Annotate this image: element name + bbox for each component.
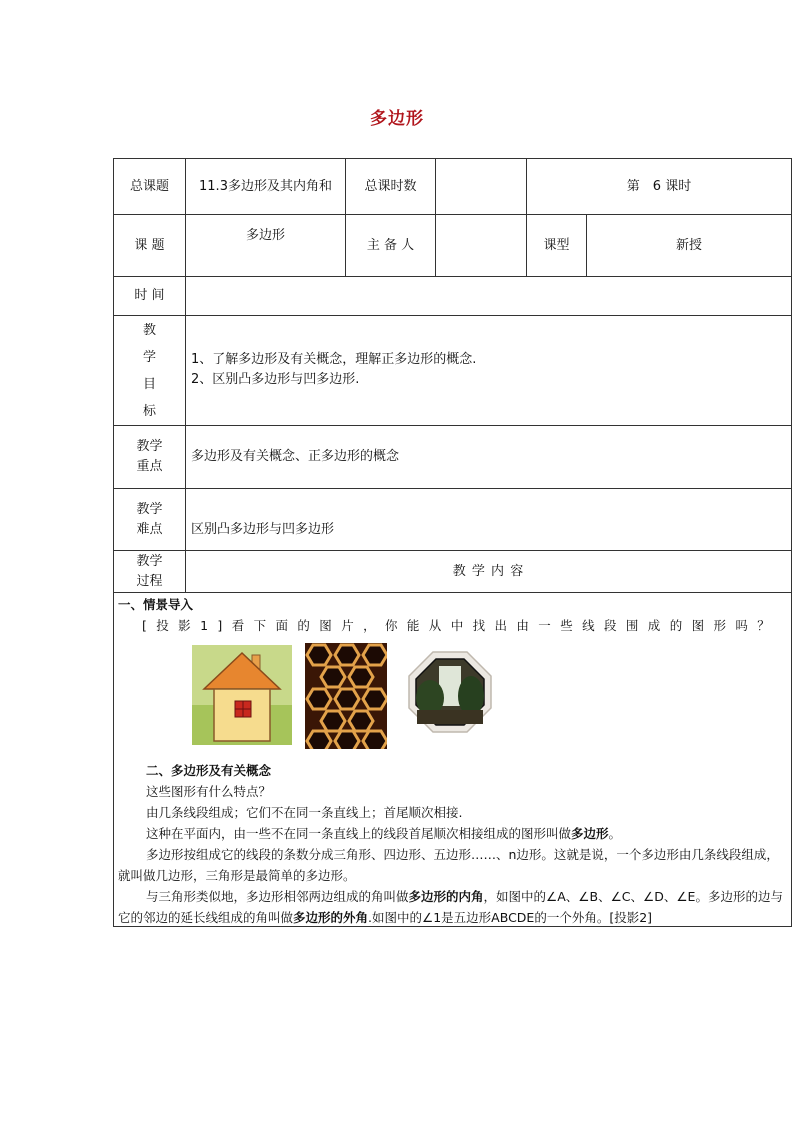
term-polygon: 多边形 bbox=[571, 826, 609, 841]
lesson-type-value: 新授 bbox=[675, 237, 702, 253]
process-label: 教学 过程 bbox=[136, 553, 163, 589]
goals-label-char: 标 bbox=[142, 403, 156, 419]
topic-label: 总课题 bbox=[129, 178, 169, 194]
answer-text: 由几条线段组成；它们不在同一条直线上；首尾顺次相接. bbox=[146, 805, 463, 820]
projection-1-prompt: [投影1]看下面的图片，你能从中找出由一些线段围成的图形吗？ bbox=[142, 618, 780, 633]
total-hours-label: 总课时数 bbox=[364, 178, 417, 194]
preparer-value bbox=[436, 215, 526, 276]
term-interior-angle: 多边形的内角 bbox=[408, 889, 484, 904]
angles-paragraph: 与三角形类似地，多边形相邻两边组成的角叫做多边形的内角，如图中的∠A、∠B、∠C、∠D、∠E。多边形的边与它的邻边的延长线组成的角叫做多边形的外角.如图中的∠1是五边形ABCDE的一个外角。[投影2] bbox=[118, 889, 783, 925]
process-heading: 教 学 内 容 bbox=[452, 563, 525, 579]
topic-value: 11.3多边形及其内角和 bbox=[199, 178, 332, 194]
question-text: 这些图形有什么特点？ bbox=[146, 784, 272, 799]
lesson-value: 多边形 bbox=[245, 228, 285, 243]
content-section-1 bbox=[118, 594, 790, 636]
goals-list bbox=[191, 350, 787, 390]
goals-label-char: 目 bbox=[142, 376, 156, 392]
difficulty-text: 区别凸多边形与凹多边形 bbox=[191, 522, 335, 537]
lesson-label: 课 题 bbox=[134, 237, 165, 253]
content-section-2 bbox=[118, 760, 790, 928]
honeycomb-picture bbox=[305, 643, 387, 749]
goals-label-char: 教 bbox=[142, 322, 156, 338]
octagon-window-picture bbox=[405, 648, 495, 736]
goal-item: 2、区别凸多边形与凹多边形. bbox=[191, 372, 360, 387]
focus-text: 多边形及有关概念、正多边形的概念 bbox=[191, 449, 400, 464]
house-picture bbox=[192, 645, 292, 745]
section-2-heading: 二、多边形及有关概念 bbox=[146, 763, 272, 778]
total-hours-value bbox=[436, 159, 526, 214]
goals-label-char: 学 bbox=[142, 349, 156, 365]
lesson-number: 第 6 课时 bbox=[626, 178, 692, 194]
time-label: 时 间 bbox=[134, 288, 165, 303]
section-1-heading: 一、情景导入 bbox=[118, 597, 194, 612]
classification-paragraph: 多边形按组成它的线段的条数分成三角形、四边形、五边形……、n边形。这就是说，一个多边形由几条线段组成，就叫做几边形，三角形是最简单的多边形。 bbox=[118, 847, 779, 883]
lesson-type-label: 课型 bbox=[543, 237, 570, 253]
document-title: 多边形 bbox=[370, 109, 424, 129]
term-exterior-angle: 多边形的外角 bbox=[293, 910, 369, 925]
difficulty-label: 教学 难点 bbox=[136, 501, 163, 537]
focus-label: 教学 重点 bbox=[136, 439, 163, 474]
definition-paragraph: 这种在平面内，由一些不在同一条直线上的线段首尾顺次相接组成的图形叫做多边形。 bbox=[146, 826, 622, 841]
goals-label bbox=[114, 316, 185, 425]
goal-item: 1、了解多边形及有关概念，理解正多边形的概念. bbox=[191, 352, 477, 367]
preparer-label: 主 备 人 bbox=[366, 237, 415, 253]
